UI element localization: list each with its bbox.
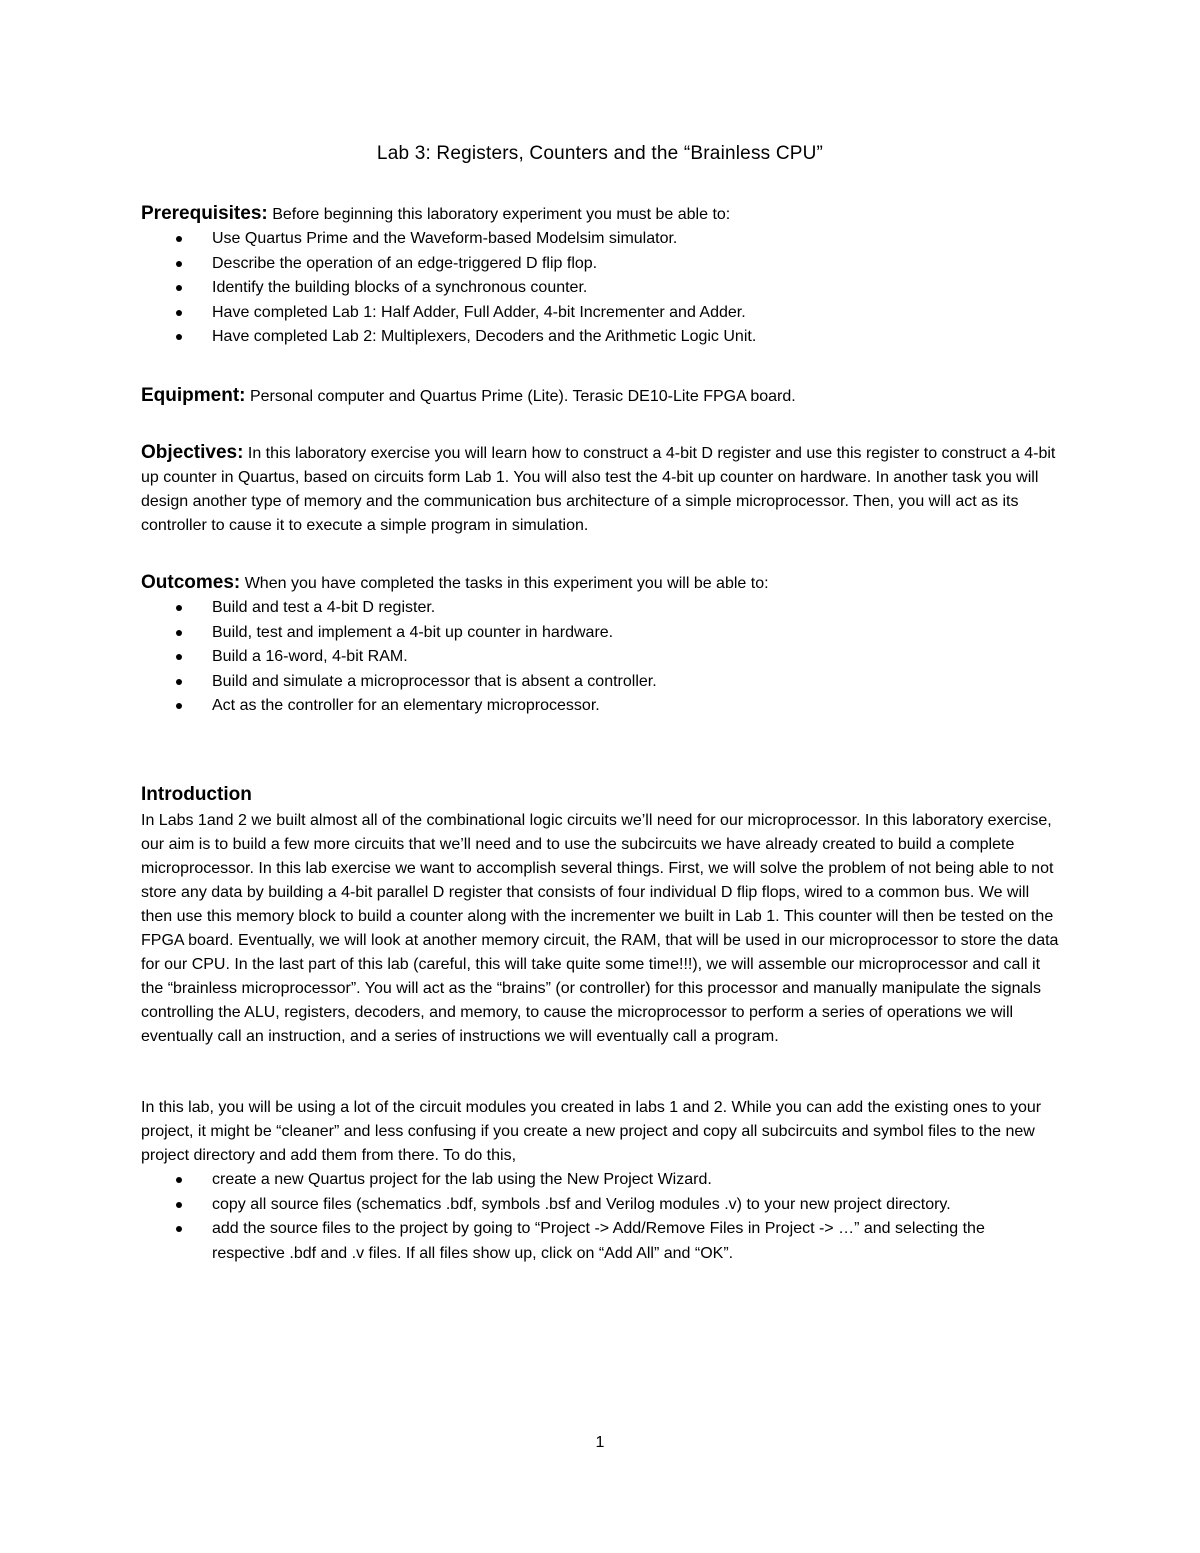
document-title: Lab 3: Registers, Counters and the “Brainless CPU” xyxy=(376,143,824,164)
prerequisites-heading: Prerequisites: xyxy=(141,203,268,224)
outcomes-list xyxy=(141,596,1061,719)
bullet-icon xyxy=(176,310,182,316)
bullet-icon xyxy=(176,1202,182,1208)
bullet-icon xyxy=(176,679,182,685)
list-item: Have completed Lab 2: Multiplexers, Decoders and the Arithmetic Logic Unit. xyxy=(141,325,1061,350)
outcomes-intro: When you have completed the tasks in this experiment you will be able to: xyxy=(244,575,769,592)
introduction-heading: Introduction xyxy=(141,784,252,805)
bullet-icon xyxy=(176,236,182,242)
bullet-icon xyxy=(176,605,182,611)
setup-steps-list xyxy=(141,1168,1061,1266)
bullet-icon xyxy=(176,261,182,267)
prerequisites-section xyxy=(141,202,1061,350)
bullet-icon xyxy=(176,334,182,340)
page-number: 1 xyxy=(595,1434,605,1451)
introduction-section xyxy=(141,809,1061,1049)
prerequisites-list xyxy=(141,227,1061,350)
introduction-setup-section xyxy=(141,1096,1061,1266)
bullet-icon xyxy=(176,630,182,636)
list-item: add the source files to the project by going to “Project -> Add/Remove Files in Project -> …” and selecting the respective .bdf and .v files. If all files show up, click on “Add All” and “OK”. xyxy=(141,1217,1061,1266)
equipment-section xyxy=(141,384,1061,409)
equipment-heading: Equipment: xyxy=(141,385,246,406)
bullet-icon xyxy=(176,1226,182,1232)
list-item: Use Quartus Prime and the Waveform-based Modelsim simulator. xyxy=(141,227,1061,252)
list-item: Act as the controller for an elementary microprocessor. xyxy=(141,694,1061,719)
list-item: copy all source files (schematics .bdf, symbols .bsf and Verilog modules .v) to your new project directory. xyxy=(141,1193,1061,1218)
bullet-icon xyxy=(176,285,182,291)
list-item: Have completed Lab 1: Half Adder, Full Adder, 4-bit Incrementer and Adder. xyxy=(141,301,1061,326)
bullet-icon xyxy=(176,654,182,660)
list-item: Build and simulate a microprocessor that is absent a controller. xyxy=(141,670,1061,695)
objectives-heading: Objectives: xyxy=(141,442,244,463)
introduction-paragraph-2: In this lab, you will be using a lot of the circuit modules you created in labs 1 and 2. While you can add the existing ones to your project, it might be “cleaner” and less confusing if you create a new project and copy all subcircuits and symbol files to the new project directory and add them from there. To do this, xyxy=(141,1099,1042,1164)
introduction-paragraph-1: In Labs 1and 2 we built almost all of the combinational logic circuits we’ll need for our microprocessor. In this laboratory exercise, our aim is to build a few more circuits that we’ll need and to use the subcircuits we have already created to build a complete microprocessor. In this lab exercise we want to accomplish several things. First, we will solve the problem of not being able to not store any data by building a 4-bit parallel D register that consists of four individual D flip flops, wired to a common bus. We will then use this memory block to build a counter along with the incrementer we built in Lab 1. This counter will then be tested on the FPGA board. Eventually, we will look at another memory circuit, the RAM, that will be used in our microprocessor to store the data for our CPU. In the last part of this lab (careful, this will take quite some time!!!), we will assemble our microprocessor and call it the “brainless microprocessor”. You will act as the “brains” (or controller) for this processor and manually manipulate the signals controlling the ALU, registers, decoders, and memory, to cause the microprocessor to perform a series of operations we will eventually call an instruction, and a series of instructions we will eventually call a program. xyxy=(141,812,1059,1045)
objectives-text: In this laboratory exercise you will learn how to construct a 4-bit D register and use this register to construct a 4-bit up counter in Quartus, based on circuits form Lab 1. You will also test the 4-bit up counter on hardware. In another task you will design another type of memory and the communication bus architecture of a simple microprocessor. Then, you will act as its controller to cause it to execute a simple program in simulation. xyxy=(141,445,1056,534)
objectives-section xyxy=(141,441,1061,538)
list-item: Identify the building blocks of a synchronous counter. xyxy=(141,276,1061,301)
list-item: Build and test a 4-bit D register. xyxy=(141,596,1061,621)
outcomes-heading: Outcomes: xyxy=(141,572,241,593)
outcomes-section xyxy=(141,571,1061,719)
bullet-icon xyxy=(176,1177,182,1183)
bullet-icon xyxy=(176,703,182,709)
list-item: Describe the operation of an edge-triggered D flip flop. xyxy=(141,252,1061,277)
list-item: Build, test and implement a 4-bit up counter in hardware. xyxy=(141,621,1061,646)
list-item: Build a 16-word, 4-bit RAM. xyxy=(141,645,1061,670)
list-item: create a new Quartus project for the lab using the New Project Wizard. xyxy=(141,1168,1061,1193)
prerequisites-intro: Before beginning this laboratory experiment you must be able to: xyxy=(272,206,731,223)
equipment-text: Personal computer and Quartus Prime (Lite). Terasic DE10-Lite FPGA board. xyxy=(249,388,796,405)
